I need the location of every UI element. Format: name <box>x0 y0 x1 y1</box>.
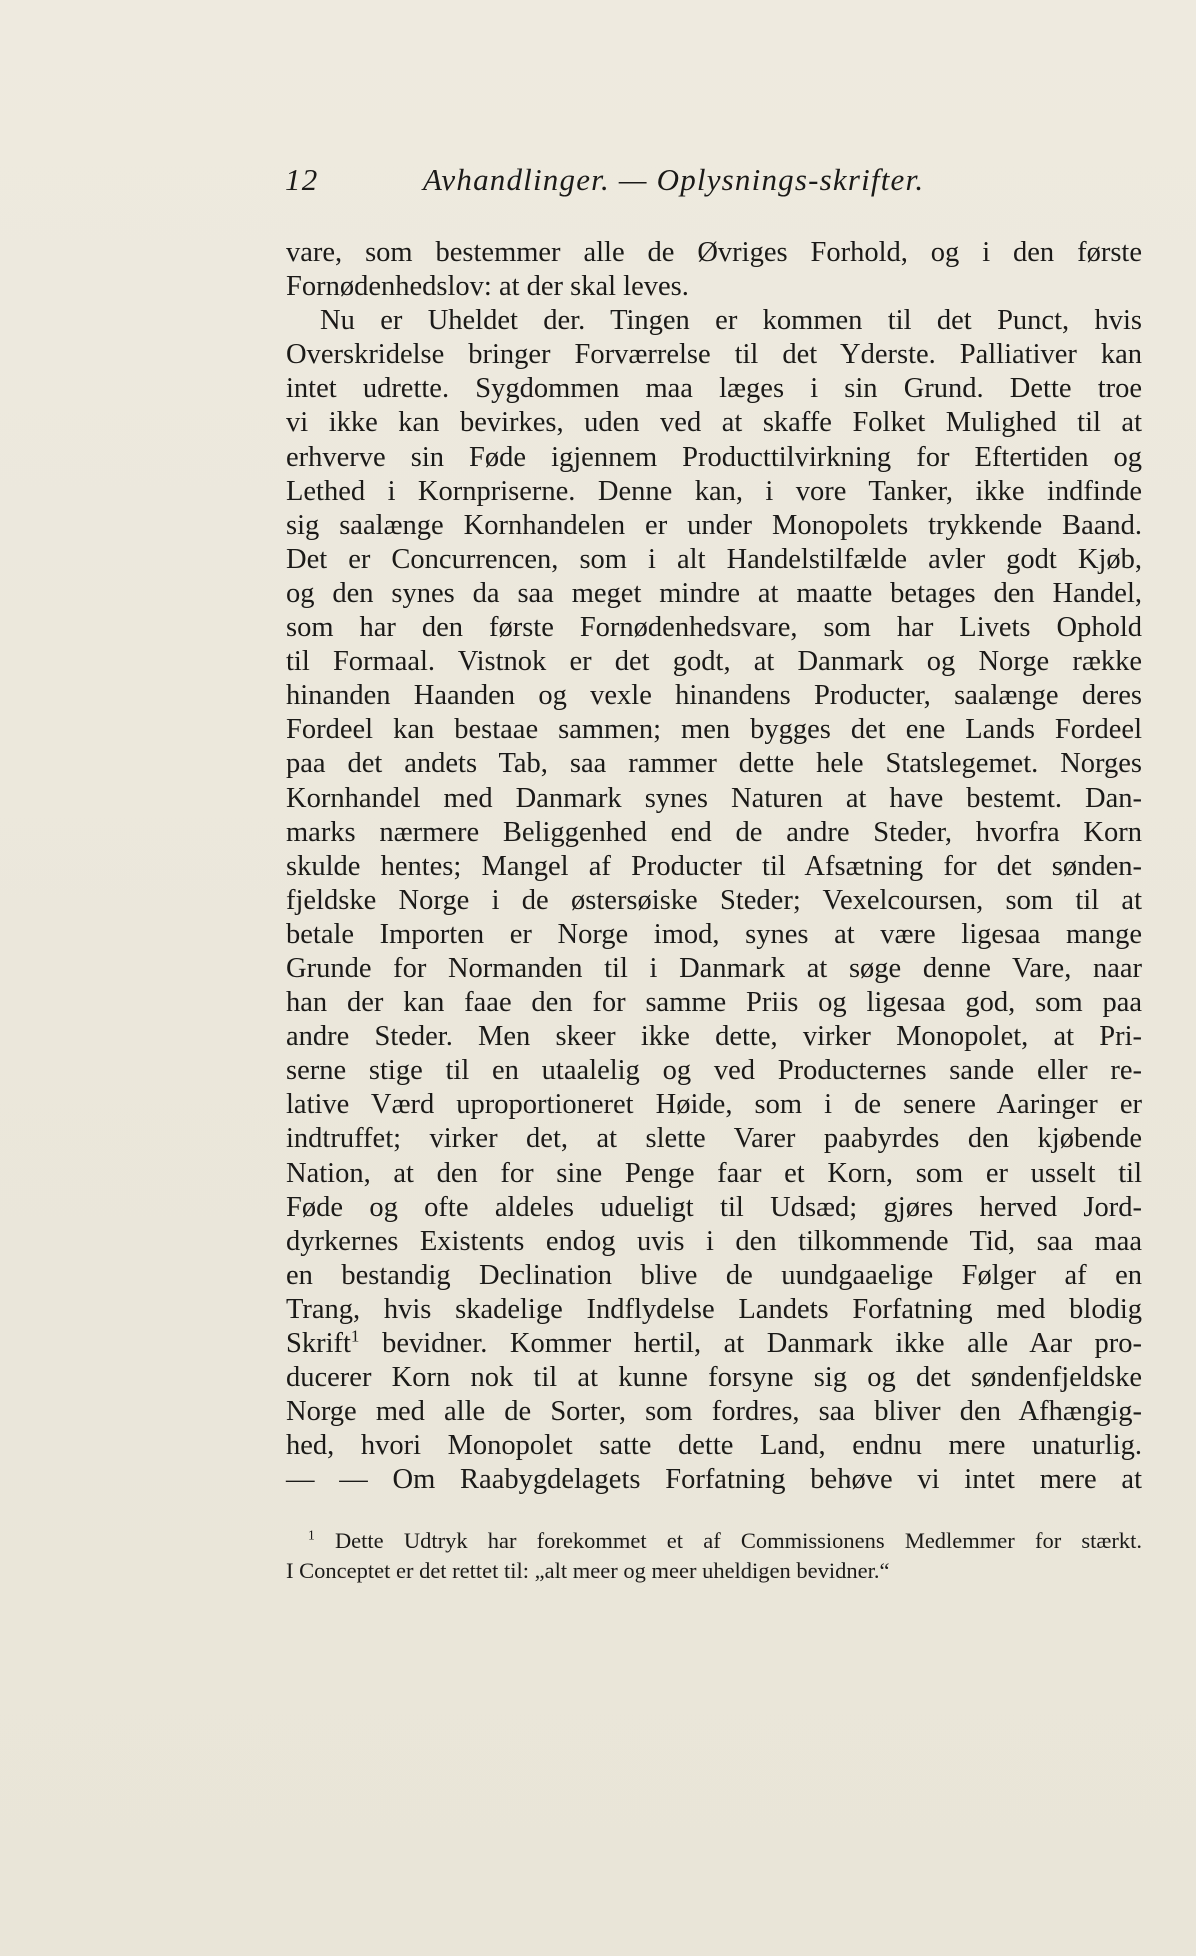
text-line: hed, hvori Monopolet satte dette Land, endnu mere unaturlig. <box>286 1430 1142 1462</box>
text-line: Trang, hvis skadelige Indflydelse Landets Forfatning med blodig <box>286 1293 1142 1325</box>
text-line: — — Om Raabygdelagets Forfatning behøve vi intet mere at <box>286 1464 1142 1496</box>
text-line: andre Steder. Men skeer ikke dette, virker Monopolet, at Pri- <box>286 1021 1142 1053</box>
text-line: vare, som bestemmer alle de Øvriges Forhold, og i den første <box>286 237 1142 268</box>
page-number: 12 <box>285 162 319 197</box>
text-line: Grunde for Normanden til i Danmark at søge denne Vare, naar <box>286 952 1142 984</box>
text-line: vi ikke kan bevirkes, uden ved at skaffe Folket Mulighed til at <box>286 407 1142 439</box>
text-line: en bestandig Declination blive de uundgaaelige Følger af en <box>286 1259 1142 1291</box>
text-line: Fornødenhedslov: at der skal leves. <box>286 271 689 303</box>
footnote-continuation: I Conceptet er det rettet til: „alt meer og meer uheldigen bevidner.“ <box>286 1558 890 1583</box>
text-line: serne stige til en utaalelig og ved Producternes sande eller re- <box>286 1055 1142 1087</box>
text-fragment: Skrift <box>286 1328 351 1359</box>
footnote-marker: 1 <box>308 1527 315 1543</box>
text-line <box>286 1327 1142 1361</box>
text-line: Det er Concurrencen, som i alt Handelstilfælde avler godt Kjøb, <box>286 543 1142 575</box>
text-line: Norge med alle de Sorter, som fordres, saa bliver den Afhængig- <box>286 1396 1142 1428</box>
text-line: Føde og ofte aldeles udueligt til Udsæd; gjøres herved Jord- <box>286 1191 1142 1223</box>
running-title: Avhandlinger. — Oplysnings-skrifter. <box>423 162 925 197</box>
text-line: Nation, at den for sine Penge faar et Korn, som er usselt til <box>286 1157 1142 1189</box>
text-line: Kornhandel med Danmark synes Naturen at have bestemt. Dan- <box>286 782 1142 814</box>
running-head <box>285 162 1145 212</box>
text-line: som har den første Fornødenhedsvare, som har Livets Ophold <box>286 612 1142 644</box>
text-line: han der kan faae den for samme Priis og ligesaa god, som paa <box>286 987 1142 1019</box>
body-text <box>286 236 1142 1497</box>
text-line: sig saalænge Kornhandelen er under Monopolets trykkende Baand. <box>286 509 1142 541</box>
text-line: Nu er Uheldet der. Tingen er kommen til det Punct, hvis <box>320 305 1142 337</box>
text-line: Lethed i Kornpriserne. Denne kan, i vore Tanker, ikke indfinde <box>286 475 1142 507</box>
footnote <box>286 1526 1142 1556</box>
text-line: lative Værd uproportioneret Høide, som i de senere Aaringer er <box>286 1089 1142 1121</box>
text-line: hinanden Haanden og vexle hinandens Producter, saalænge deres <box>286 680 1142 712</box>
text-line: Overskridelse bringer Forværrelse til det Yderste. Palliativer kan <box>286 339 1142 371</box>
text-line: intet udrette. Sygdommen maa læges i sin Grund. Dette troe <box>286 373 1142 405</box>
text-line: paa det andets Tab, saa rammer dette hele Statslegemet. Norges <box>286 748 1142 780</box>
text-line: marks nærmere Beliggenhed end de andre Steder, hvorfra Korn <box>286 816 1142 848</box>
text-line: dyrkernes Existents endog uvis i den tilkommende Tid, saa maa <box>286 1225 1142 1257</box>
footnote-reference: 1 <box>350 1326 360 1346</box>
text-line: ducerer Korn nok til at kunne forsyne sig og det søndenfjeldske <box>286 1362 1142 1394</box>
text-line: erhverve sin Føde igjennem Producttilvirkning for Eftertiden og <box>286 441 1142 473</box>
text-line: Fordeel kan bestaae sammen; men bygges det ene Lands Fordeel <box>286 714 1142 746</box>
text-line: og den synes da saa meget mindre at maatte betages den Handel, <box>286 577 1142 609</box>
footnotes <box>286 1526 1142 1586</box>
text-line: til Formaal. Vistnok er det godt, at Danmark og Norge række <box>286 646 1142 678</box>
text-line: skulde hentes; Mangel af Producter til Afsætning for det sønden- <box>286 850 1142 882</box>
text-line: betale Importen er Norge imod, synes at være ligesaa mange <box>286 918 1142 950</box>
text-fragment: bevidner. Kommer hertil, at Danmark ikke alle Aar pro- <box>382 1328 1142 1359</box>
text-line: fjeldske Norge i de østersøiske Steder; Vexelcoursen, som til at <box>286 884 1142 916</box>
text-line: indtruffet; virker det, at slette Varer paabyrdes den kjøbende <box>286 1123 1142 1155</box>
footnote-text: Dette Udtryk har forekommet et af Commissionens Medlemmer for stærkt. <box>334 1528 1143 1553</box>
